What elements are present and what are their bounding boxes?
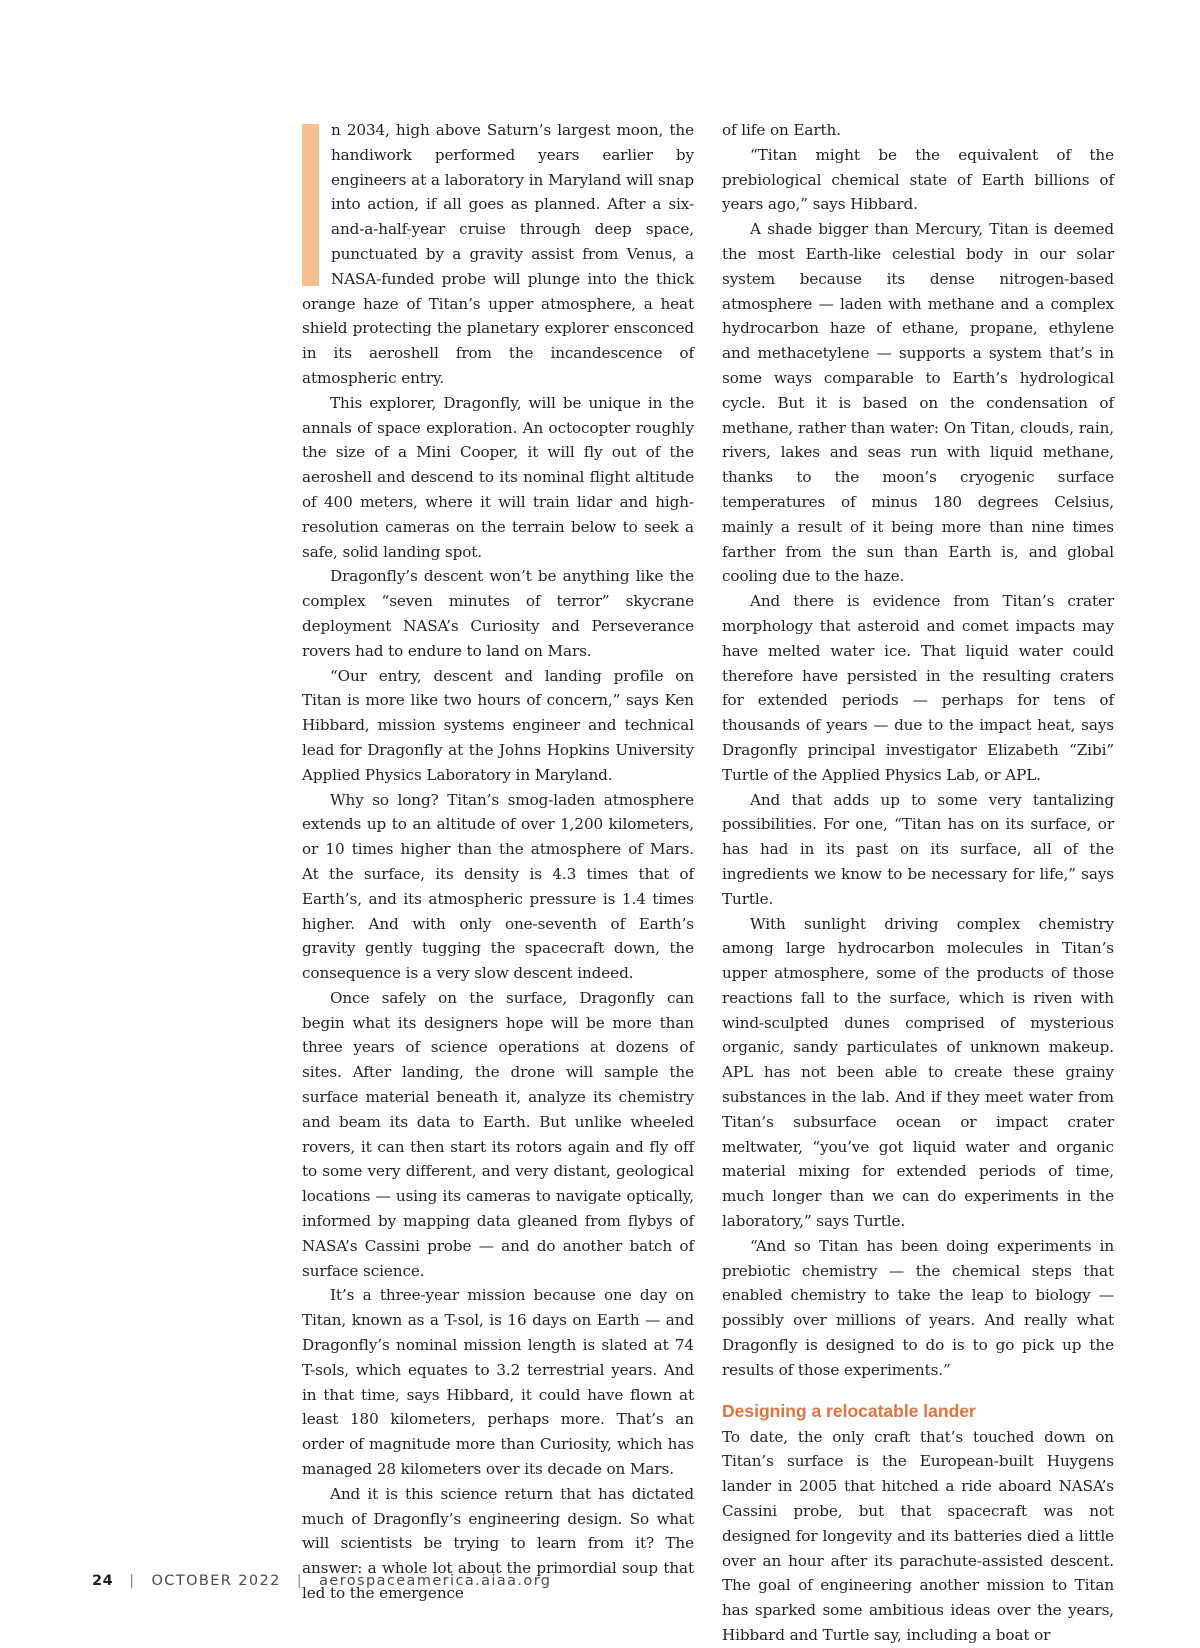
paragraph: A shade bigger than Mercury, Titan is deemed the most Earth-like celestial body in our solar system because its dense nitrogen-based atmosphere — laden with methane and a complex hydrocarbon haze of ethane, propane, ethylene and methacetylene — supports a system that’s in some ways comparable to Earth’s hydrological cycle. But it is based on the condensation of methane, rather than water: On Titan, clouds, rain, rivers, lakes and seas run with liquid methane, thanks to the moon’s cryogenic surface temperatures of minus 180 degrees Celsius, mainly a result of it being more than nine times farther from the sun than Earth is, and global cooling due to the haze. [722, 220, 1114, 586]
paragraph: And it is this science return that has dictated much of Dragonfly’s engineering design. So what will scientists be trying to learn from it? The answer: a whole lot about the primordial soup that led to the emergence [302, 1484, 694, 1603]
page-footer [92, 1573, 551, 1589]
paragraph-opening: n 2034, high above Saturn’s largest moon, the handiwork performed years earlier by engineers at a laboratory in Maryland will snap into action, if all goes as planned. After a six-and-a-half-year cruise through deep space, punctuated by a gravity assist from Venus, a NASA-funded probe will plunge into the thick orange haze of Titan’s upper atmosphere, a heat shield protecting the planetary explorer ensconced in its aeroshell from the incandescence of atmospheric entry. [302, 121, 694, 387]
website-link[interactable]: aerospaceamerica.aiaa.org [319, 1573, 552, 1589]
footer-separator: | [296, 1573, 304, 1589]
footer-separator: | [129, 1573, 136, 1589]
paragraph: “Titan might be the equivalent of the prebiological chemical state of Earth billions of years ago,” says Hibbard. [722, 145, 1114, 214]
paragraph: “Our entry, descent and landing profile on Titan is more like two hours of concern,” says Ken Hibbard, mission systems engineer and technical lead for Dragonfly at the Johns Hopkins University Applied Physics Laboratory in Maryland. [302, 666, 694, 784]
section-subhead: Designing a relocatable lander [722, 1400, 976, 1421]
paragraph: To date, the only craft that’s touched down on Titan’s surface is the European-built Huygens lander in 2005 that hitched a ride aboard NASA’s Cassini probe, but that spacecraft was not designed for longevity and its batteries died a little over an hour after its parachute-assisted descent. The goal of engineering another mission to Titan has sparked some ambitious ideas over the years, Hibbard and Turtle say, including a boat or [722, 1427, 1114, 1645]
issue-date: OCTOBER 2022 [151, 1573, 281, 1589]
page-number: 24 [92, 1573, 114, 1589]
paragraph: Dragonfly’s descent won’t be anything like the complex “seven minutes of terror” skycrane deployment NASA’s Curiosity and Perseverance rovers had to endure to land on Mars. [302, 567, 694, 660]
paragraph: And that adds up to some very tantalizing possibilities. For one, “Titan has on its surface, or has had in its past on its surface, all of the ingredients we know to be necessary for life,” says Turtle. [722, 790, 1114, 908]
drop-cap [302, 124, 319, 286]
left-column [302, 118, 694, 1606]
paragraph: Once safely on the surface, Dragonfly can begin what its designers hope will be more than three years of science operations at dozens of sites. After landing, the drone will sample the surface material beneath it, analyze its chemistry and beam its data to Earth. But unlike wheeled rovers, it can then start its rotors again and fly off to some very different, and very distant, geological locations — using its cameras to navigate optically, informed by mapping data gleaned from flybys of NASA’s Cassini probe — and do another batch of surface science. [302, 988, 694, 1280]
paragraph: Why so long? Titan’s smog-laden atmosphere extends up to an altitude of over 1,200 kilometers, or 10 times higher than the atmosphere of Mars. At the surface, its density is 4.3 times that of Earth’s, and its atmospheric pressure is 1.4 times higher. And with only one-seventh of Earth’s gravity gently tugging the spacecraft down, the consequence is a very slow descent indeed. [302, 790, 694, 983]
paragraph: And there is evidence from Titan’s crater morphology that asteroid and comet impacts may have melted water ice. That liquid water could therefore have persisted in the resulting craters for extended periods — perhaps for tens of thousands of years — due to the impact heat, says Dragonfly principal investigator Elizabeth “Zibi” Turtle of the Applied Physics Lab, or APL. [722, 592, 1114, 784]
paragraph: With sunlight driving complex chemistry among large hydrocarbon molecules in Titan’s upper atmosphere, some of the products of those reactions fall to the surface, which is riven with wind-sculpted dunes comprised of mysterious organic, sandy particulates of unknown makeup. APL has not been able to create these grainy substances in the lab. And if they meet water from Titan’s subsurface ocean or impact crater meltwater, “you’ve got liquid water and organic material mixing for extended periods of time, much longer than we can do experiments in the laboratory,” says Turtle. [722, 914, 1114, 1231]
paragraph: “And so Titan has been doing experiments in prebiotic chemistry — the chemical steps that enabled chemistry to take the leap to biology — possibly over millions of years. And really what Dragonfly is designed to do is to go pick up the results of those experiments.” [722, 1236, 1114, 1379]
right-column [722, 118, 1114, 1648]
paragraph: This explorer, Dragonfly, will be unique in the annals of space exploration. An octocopter roughly the size of a Mini Cooper, it will fly out of the aeroshell and descend to its nominal flight altitude of 400 meters, where it will train lidar and high-resolution cameras on the terrain below to seek a safe, solid landing spot. [302, 393, 694, 561]
paragraph: It’s a three-year mission because one day on Titan, known as a T-sol, is 16 days on Earth — and Dragonfly’s nominal mission length is slated at 74 T-sols, which equates to 3.2 terrestrial years. And in that time, says Hibbard, it could have flown at least 180 kilometers, perhaps more. That’s an order of magnitude more than Curiosity, which has managed 28 kilometers over its decade on Mars. [302, 1286, 694, 1479]
paragraph-continued: of life on Earth. [722, 121, 841, 139]
